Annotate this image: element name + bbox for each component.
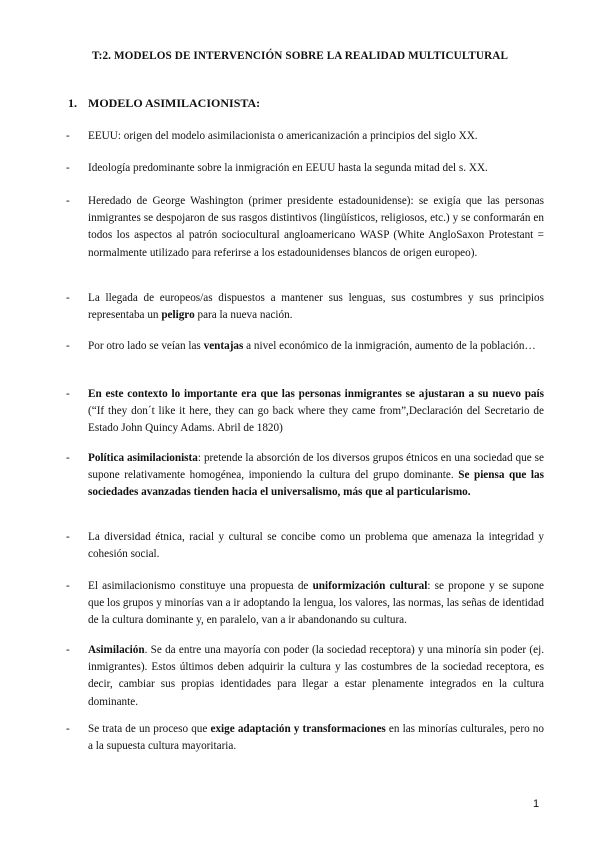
- bullet-dash: -: [66, 644, 70, 656]
- text-segment: : pretende la absorción de los diversos grupos étnicos en una sociedad que se supone relativamente homogénea, imponiendo la cultura del grupo dominante.: [88, 452, 544, 482]
- list-item: [66, 386, 544, 438]
- bold-text: Asimilación: [88, 644, 145, 656]
- list-item-text: [88, 642, 544, 711]
- bullet-dash: -: [66, 388, 70, 400]
- bold-text: uniformización cultural: [312, 580, 428, 592]
- list-item: [66, 160, 544, 177]
- list-item: [66, 290, 544, 324]
- list-item: [66, 721, 544, 755]
- list-item-text: [88, 529, 544, 563]
- bullet-dash: -: [66, 162, 70, 174]
- text-segment: La llegada de europeos/as dispuestos a mantener sus lenguas, sus costumbres y sus principios representaba un: [88, 292, 544, 322]
- text-segment: . Se da entre una mayoría con poder (la sociedad receptora) y una minoría sin poder (ej. inmigrantes). Estos últimos deben adquirir la cultura y las costumbres de la sociedad receptora, es decir, cambiar sus propias identidades para llegar a estar plenamente integrados en la cultura dominante.: [88, 644, 544, 708]
- bullet-dash: -: [66, 340, 70, 352]
- list-item: [66, 578, 544, 630]
- list-item-text: [88, 290, 544, 324]
- section-heading: [68, 96, 260, 111]
- list-item-text: [88, 450, 544, 502]
- bold-text: En este contexto lo importante era que las personas inmigrantes se ajustaran a su nuevo país: [88, 388, 544, 400]
- list-item-text: [88, 160, 544, 177]
- list-item: [66, 128, 544, 145]
- list-item-text: [88, 386, 544, 438]
- bullet-dash: -: [66, 195, 70, 207]
- bullet-dash: -: [66, 452, 70, 464]
- section-heading-text: MODELO ASIMILACIONISTA:: [88, 96, 261, 110]
- text-segment: Ideología predominante sobre la inmigración en EEUU hasta la segunda mitad del s. XX.: [88, 162, 488, 174]
- list-item-text: [88, 338, 544, 355]
- bullet-dash: -: [66, 580, 70, 592]
- bold-text: ventajas: [203, 340, 244, 352]
- list-item-text: [88, 128, 544, 145]
- text-segment: para la nueva nación.: [194, 309, 293, 322]
- text-segment: (“If they don´t like it here, they can go back where they came from”,Declaración del Secretario de Estado John Quincy Adams. Abril de 1820): [88, 405, 544, 435]
- list-item-text: [88, 578, 544, 630]
- text-segment: El asimilacionismo constituye una propuesta de: [88, 580, 313, 592]
- text-segment: Heredado de George Washington (primer presidente estadounidense): se exigía que las personas inmigrantes se despojaron de sus rasgos distintivos (lingüísticos, religiosos, etc.) y se conformarán en todos los aspectos al patrón sociocultural angloamericano WASP (White AngloSaxon Protestant = normalmente utilizado para referirse a los estadounidenses blancos de origen europeo).: [88, 195, 544, 259]
- text-segment: en las minorías culturales, pero no a la supuesta cultura mayoritaria.: [88, 723, 544, 753]
- bold-text: exige adaptación y transformaciones: [210, 723, 386, 735]
- text-segment: La diversidad étnica, racial y cultural se concibe como un problema que amenaza la integridad y cohesión social.: [88, 531, 544, 561]
- text-segment: a nivel económico de la inmigración, aumento de la población…: [243, 340, 536, 352]
- list-item: [66, 642, 544, 711]
- document-title: T:2. MODELOS DE INTERVENCIÓN SOBRE LA REALIDAD MULTICULTURAL: [91, 50, 509, 62]
- bullet-dash: -: [66, 130, 70, 142]
- text-segment: Se trata de un proceso que: [88, 723, 211, 735]
- text-segment: Por otro lado se veían las: [88, 340, 204, 352]
- list-item-text: [88, 721, 544, 755]
- list-item: [66, 338, 544, 355]
- list-item: [66, 529, 544, 563]
- text-segment: : se propone y se supone que los grupos y minorías van a ir adoptando la lengua, los valores, las normas, las señas de identidad de la cultura dominante y, en paralelo, van a ir abandonando su cultura.: [88, 580, 545, 627]
- bullet-dash: -: [66, 723, 70, 735]
- bullet-dash: -: [66, 292, 70, 304]
- list-item-text: [88, 193, 544, 262]
- section-number: 1.: [68, 96, 77, 110]
- bullet-dash: -: [66, 531, 70, 543]
- list-item: [66, 450, 544, 502]
- page-number: 1: [533, 798, 540, 810]
- bold-text: peligro: [161, 309, 195, 322]
- bold-text: Se piensa que las sociedades avanzadas tienden hacia el universalismo, más que al particularismo.: [88, 469, 544, 499]
- text-segment: EEUU: origen del modelo asimilacionista o americanización a principios del siglo XX.: [88, 130, 478, 142]
- bold-text: Política asimilacionista: [88, 452, 198, 464]
- list-item: [66, 193, 544, 262]
